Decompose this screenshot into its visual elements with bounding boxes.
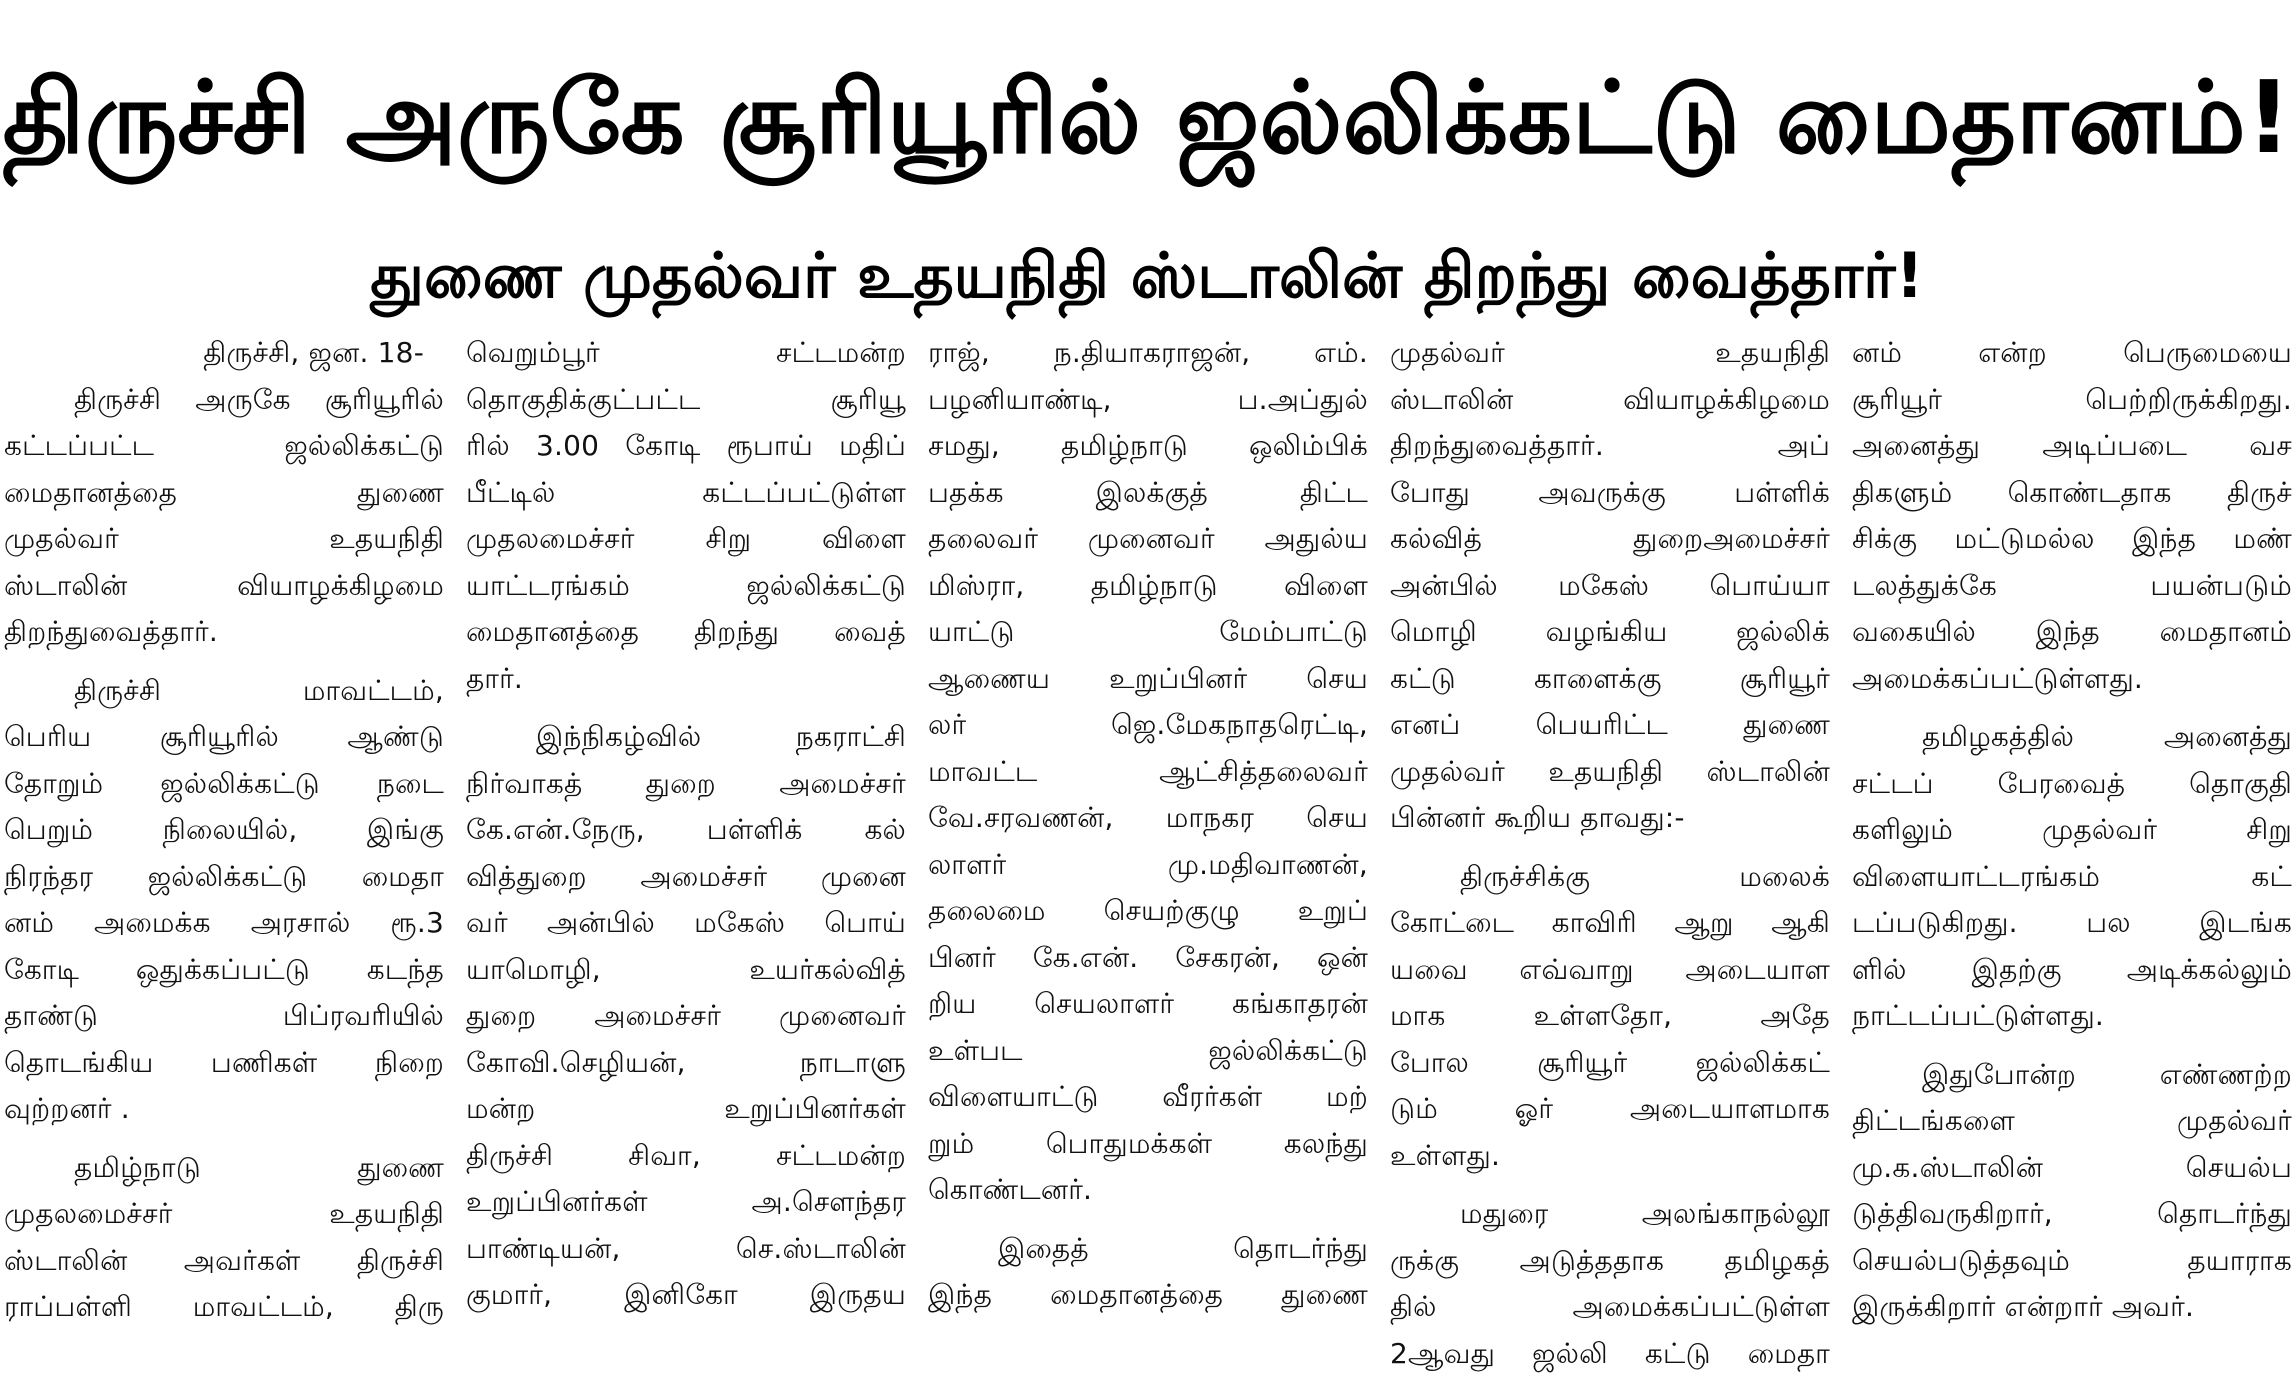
text-line: திறந்துவைத்தார். அப் — [1390, 423, 1830, 470]
text-line: விளையாட்டு வீரர்கள் மற் — [928, 1074, 1368, 1121]
text-line: உறுப்பினர்கள் அ.சௌந்தர — [466, 1179, 906, 1226]
text-line: இதைத் தொடர்ந்து — [928, 1226, 1368, 1273]
text-line: உள்பட ஜல்லிக்கட்டு — [928, 1028, 1368, 1075]
text-line: தோறும் ஜல்லிக்கட்டு நடை — [4, 761, 444, 808]
column-3 — [928, 330, 1368, 1340]
text-line: தொகுதிக்குட்பட்ட சூரியூ — [466, 377, 906, 424]
text-line: பழனியாண்டி, ப.அப்துல் — [928, 377, 1368, 424]
text-line: நிர்வாகத் துறை அமைச்சர் — [466, 761, 906, 808]
text-line: பெரிய சூரியூரில் ஆண்டு — [4, 714, 444, 761]
column-1 — [4, 330, 444, 1340]
text-line: யாட்டு மேம்பாட்டு — [928, 609, 1368, 656]
text-line: திருச்சிக்கு மலைக் — [1390, 854, 1830, 901]
text-line: வர் அன்பில் மகேஸ் பொய் — [466, 900, 906, 947]
text-line: டுத்திவருகிறார், தொடர்ந்து — [1852, 1191, 2292, 1238]
text-line: முதலமைச்சர் உதயநிதி — [4, 1191, 444, 1238]
text-line: மு.க.ஸ்டாலின் செயல்ப — [1852, 1145, 2292, 1192]
text-line: 2ஆவது ஜல்லி கட்டு மைதா — [1390, 1331, 1830, 1377]
text-line: முதல்வர் உதயநிதி ஸ்டாலின் — [1390, 749, 1830, 796]
headline: திருச்சி அருகே சூரியூரில் ஜல்லிக்கட்டு மைதானம்! — [0, 18, 2294, 218]
text-line: லர் ஜெ.மேகநாதரெட்டி, — [928, 702, 1368, 749]
text-line: ஆணைய உறுப்பினர் செய — [928, 656, 1368, 703]
text-line: பதக்க இலக்குத் திட்ட — [928, 470, 1368, 517]
text-line: மன்ற உறுப்பினர்கள் — [466, 1086, 906, 1133]
text-line: சூரியூர் பெற்றிருக்கிறது. — [1852, 377, 2292, 424]
text-line: நாட்டப்பட்டுள்ளது. — [1852, 993, 2292, 1040]
text-line: திருச்சி அருகே சூரியூரில் — [4, 377, 444, 424]
text-line: சிக்கு மட்டுமல்ல இந்த மண் — [1852, 516, 2292, 563]
text-line: இருக்கிறார் என்றார் அவர். — [1852, 1284, 2292, 1331]
text-line: தொடங்கிய பணிகள் நிறை — [4, 1040, 444, 1087]
text-line: கோட்டை காவிரி ஆறு ஆகி — [1390, 900, 1830, 947]
column-2 — [466, 330, 906, 1340]
text-line: எனப் பெயரிட்ட துணை — [1390, 702, 1830, 749]
text-line: களிலும் முதல்வர் சிறு — [1852, 807, 2292, 854]
text-line: பினர் கே.என். சேகரன், ஒன் — [928, 935, 1368, 982]
text-line: பின்னர் கூறிய தாவது:- — [1390, 795, 1830, 842]
column-4 — [1390, 330, 1830, 1340]
text-line: போல சூரியூர் ஜல்லிக்கட் — [1390, 1040, 1830, 1087]
text-line: மதுரை அலங்காநல்லூ — [1390, 1191, 1830, 1238]
text-line: கட்டப்பட்ட ஜல்லிக்கட்டு — [4, 423, 444, 470]
text-line: டும் ஓர் அடையாளமாக — [1390, 1086, 1830, 1133]
text-line: றும் பொதுமக்கள் கலந்து — [928, 1121, 1368, 1168]
text-line: திருச்சி மாவட்டம், — [4, 668, 444, 715]
text-line: துறை அமைச்சர் முனைவர் — [466, 993, 906, 1040]
text-line: லாளர் மு.மதிவாணன், — [928, 842, 1368, 889]
text-line: வெறும்பூர் சட்டமன்ற — [466, 330, 906, 377]
text-line: ருக்கு அடுத்ததாக தமிழகத் — [1390, 1238, 1830, 1285]
text-line: கோவி.செழியன், நாடாளு — [466, 1040, 906, 1087]
text-line: வித்துறை அமைச்சர் முனை — [466, 854, 906, 901]
text-line: அனைத்து அடிப்படை வச — [1852, 423, 2292, 470]
dateline: திருச்சி, ஜன. 18- — [4, 330, 444, 377]
text-line: நிரந்தர ஜல்லிக்கட்டு மைதா — [4, 854, 444, 901]
text-line: னம் அமைக்க அரசால் ரூ.3 — [4, 900, 444, 947]
text-line: பெறும் நிலையில், இங்கு — [4, 807, 444, 854]
text-line: போது அவருக்கு பள்ளிக் — [1390, 470, 1830, 517]
text-line: மிஸ்ரா, தமிழ்நாடு விளை — [928, 563, 1368, 610]
text-line: யாட்டரங்கம் ஜல்லிக்கட்டு — [466, 563, 906, 610]
text-line: யாமொழி, உயர்கல்வித் — [466, 947, 906, 994]
text-line: ஸ்டாலின் அவர்கள் திருச்சி — [4, 1238, 444, 1285]
text-line: ஸ்டாலின் வியாழக்கிழமை — [4, 563, 444, 610]
text-line: கோடி ஒதுக்கப்பட்டு கடந்த — [4, 947, 444, 994]
text-line: குமார், இனிகோ இருதய — [466, 1272, 906, 1319]
text-line: கே.என்.நேரு, பள்ளிக் கல் — [466, 807, 906, 854]
text-line: யவை எவ்வாறு அடையாள — [1390, 947, 1830, 994]
text-line: வே.சரவணன், மாநகர செய — [928, 795, 1368, 842]
text-line: பாண்டியன், செ.ஸ்டாலின் — [466, 1226, 906, 1273]
text-line: னம் என்ற பெருமையை — [1852, 330, 2292, 377]
text-line: செயல்படுத்தவும் தயாராக — [1852, 1238, 2292, 1285]
text-line: றிய செயலாளர் கங்காதரன் — [928, 981, 1368, 1028]
text-line: விளையாட்டரங்கம் கட் — [1852, 854, 2292, 901]
subheadline: துணை முதல்வர் உதயநிதி ஸ்டாலின் திறந்து வைத்தார்! — [0, 226, 2294, 326]
text-line: இதுபோன்ற எண்ணற்ற — [1852, 1052, 2292, 1099]
text-line: கொண்டனர். — [928, 1167, 1368, 1214]
text-line: ராப்பள்ளி மாவட்டம், திரு — [4, 1284, 444, 1331]
text-line: தலைமை செயற்குழு உறுப் — [928, 888, 1368, 935]
text-line: மைதானத்தை திறந்து வைத் — [466, 609, 906, 656]
text-line: உள்ளது. — [1390, 1133, 1830, 1180]
text-line: முதலமைச்சர் சிறு விளை — [466, 516, 906, 563]
text-line: தலைவர் முனைவர் அதுல்ய — [928, 516, 1368, 563]
text-line: வுற்றனர் . — [4, 1086, 444, 1133]
text-line: ளில் இதற்கு அடிக்கல்லும் — [1852, 947, 2292, 994]
text-line: பீட்டில் கட்டப்பட்டுள்ள — [466, 470, 906, 517]
text-line: மாவட்ட ஆட்சித்தலைவர் — [928, 749, 1368, 796]
text-line: வகையில் இந்த மைதானம் — [1852, 609, 2292, 656]
text-line: திருச்சி சிவா, சட்டமன்ற — [466, 1133, 906, 1180]
text-line: இந்த மைதானத்தை துணை — [928, 1272, 1368, 1319]
text-line: கட்டு காளைக்கு சூரியூர் — [1390, 656, 1830, 703]
text-line: திறந்துவைத்தார். — [4, 609, 444, 656]
text-line: ரில் 3.00 கோடி ரூபாய் மதிப் — [466, 423, 906, 470]
text-line: மொழி வழங்கிய ஜல்லிக் — [1390, 609, 1830, 656]
text-line: மாக உள்ளதோ, அதே — [1390, 993, 1830, 1040]
text-line: திகளும் கொண்டதாக திருச் — [1852, 470, 2292, 517]
text-line: முதல்வர் உதயநிதி — [1390, 330, 1830, 377]
text-line: தில் அமைக்கப்பட்டுள்ள — [1390, 1284, 1830, 1331]
text-line: சட்டப் பேரவைத் தொகுதி — [1852, 761, 2292, 808]
text-line: கல்வித் துறைஅமைச்சர் — [1390, 516, 1830, 563]
text-line: அன்பில் மகேஸ் பொய்யா — [1390, 563, 1830, 610]
text-line: அமைக்கப்பட்டுள்ளது. — [1852, 656, 2292, 703]
text-line: திட்டங்களை முதல்வர் — [1852, 1098, 2292, 1145]
text-line: சமது, தமிழ்நாடு ஒலிம்பிக் — [928, 423, 1368, 470]
column-5 — [1852, 330, 2292, 1340]
article-body — [4, 330, 2290, 1340]
text-line: தாண்டு பிப்ரவரியில் — [4, 993, 444, 1040]
text-line: ராஜ், ந.தியாகராஜன், எம். — [928, 330, 1368, 377]
text-line: இந்நிகழ்வில் நகராட்சி — [466, 714, 906, 761]
text-line: தமிழகத்தில் அனைத்து — [1852, 714, 2292, 761]
text-line: டப்படுகிறது. பல இடங்க — [1852, 900, 2292, 947]
text-line: டலத்துக்கே பயன்படும் — [1852, 563, 2292, 610]
text-line: தார். — [466, 656, 906, 703]
text-line: ஸ்டாலின் வியாழக்கிழமை — [1390, 377, 1830, 424]
text-line: முதல்வர் உதயநிதி — [4, 516, 444, 563]
text-line: தமிழ்நாடு துணை — [4, 1145, 444, 1192]
text-line: மைதானத்தை துணை — [4, 470, 444, 517]
